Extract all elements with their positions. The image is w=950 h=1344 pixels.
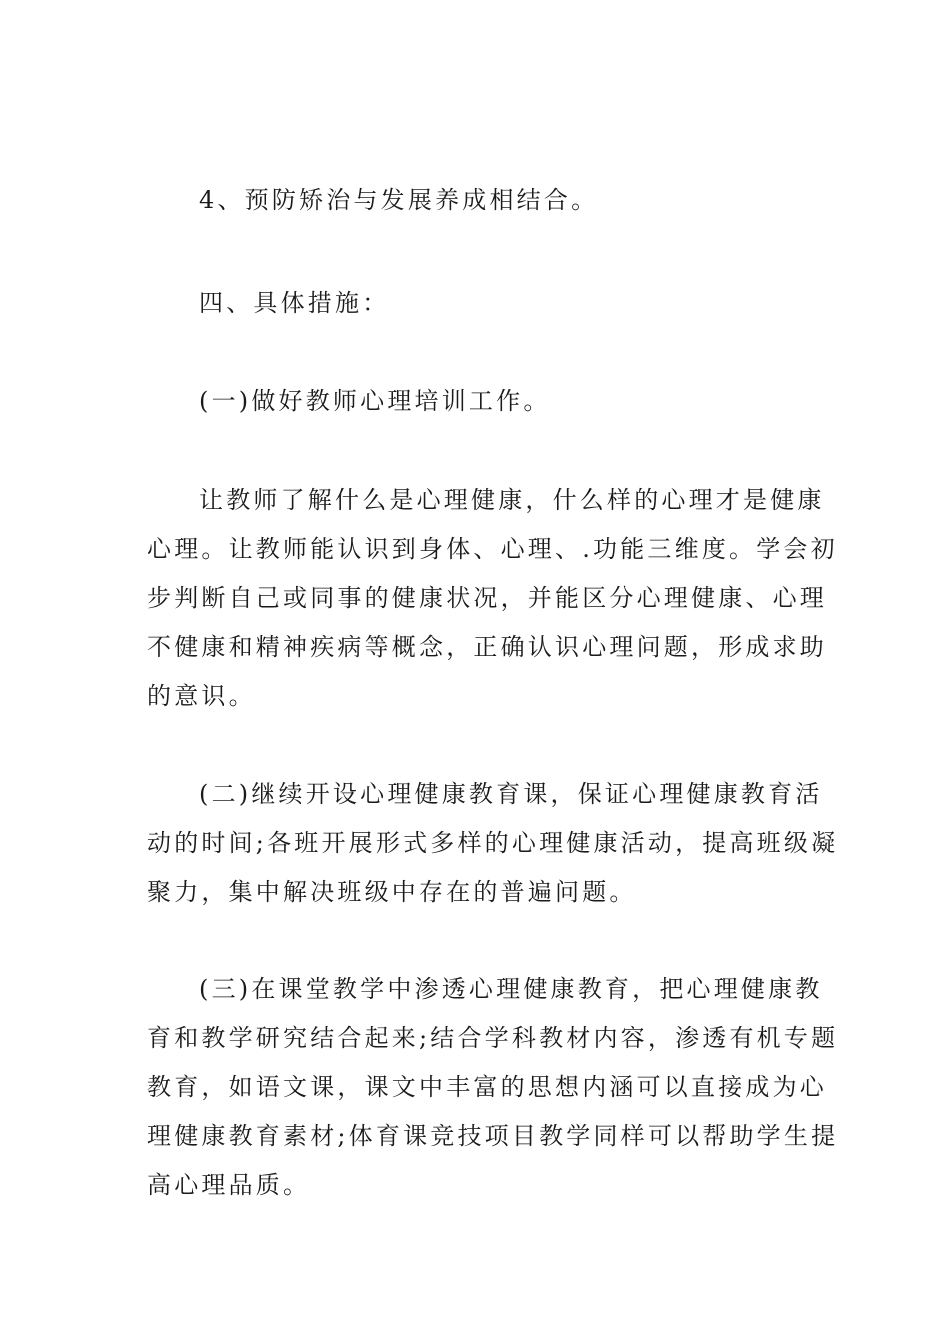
- text-line: 高心理品质。: [147, 1171, 311, 1199]
- paragraph-psychology-course: [147, 770, 839, 917]
- text-line: (二)继续开设心理健康教育课，保证心理健康教育活: [199, 780, 823, 808]
- text-line: (一)做好教师心理培训工作。: [199, 387, 551, 415]
- text-line: 不健康和精神疾病等概念，正确认识心理问题，形成求助: [147, 633, 827, 661]
- text-line: 四、具体措施：: [199, 289, 390, 317]
- paragraph-principle-4: [147, 176, 807, 225]
- text-line: 聚力，集中解决班级中存在的普遍问题。: [147, 878, 637, 906]
- text-line: 理健康教育素材;体育课竞技项目教学同样可以帮助学生提: [147, 1122, 839, 1150]
- paragraph-classroom-teaching: [147, 965, 839, 1210]
- paragraph-teacher-training: [147, 476, 838, 721]
- text-line: 动的时间;各班开展形式多样的心理健康活动，提高班级凝: [147, 829, 839, 857]
- text-line: 步判断自己或同事的健康状况，并能区分心理健康、心理: [147, 584, 827, 612]
- section-heading-measures: [147, 279, 807, 328]
- text-line: 让教师了解什么是心理健康，什么样的心理才是健康: [199, 486, 825, 514]
- text-line: 的意识。: [147, 682, 256, 710]
- text-line: (三)在课堂教学中渗透心理健康教育，把心理健康教: [199, 975, 823, 1003]
- text-line: 育和教学研究结合起来;结合学科教材内容，渗透有机专题: [147, 1024, 839, 1052]
- subheading-teacher-training: [147, 377, 807, 426]
- text-line: 心理。让教师能认识到身体、心理、.功能三维度。学会初: [147, 535, 838, 563]
- text-line: 教育，如语文课，课文中丰富的思想内涵可以直接成为心: [147, 1073, 827, 1101]
- text-line: 4、预防矫治与发展养成相结合。: [199, 186, 599, 214]
